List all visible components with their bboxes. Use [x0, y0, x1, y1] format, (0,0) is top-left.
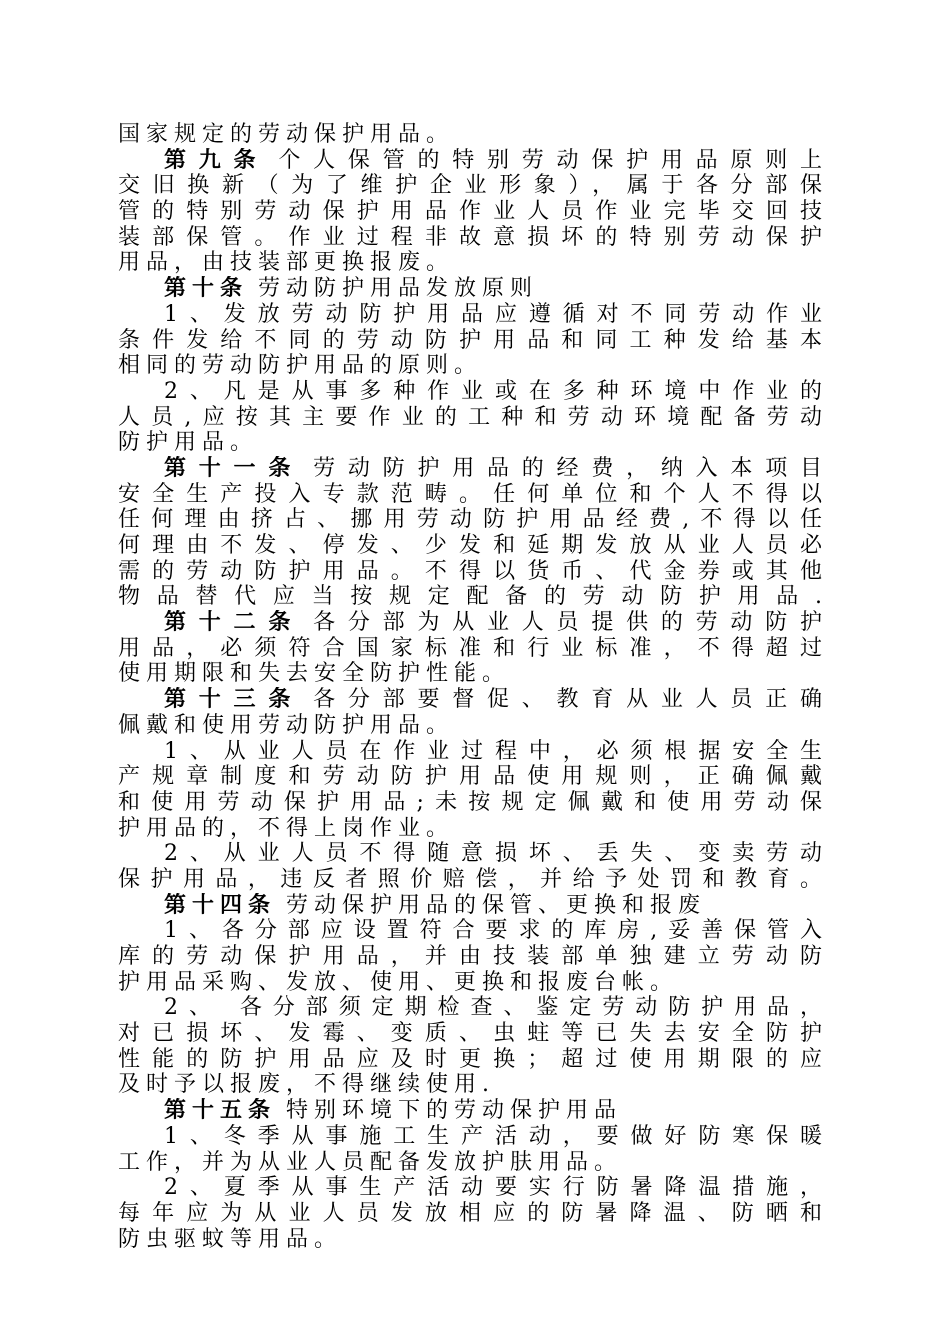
text-line — [118, 405, 828, 431]
line-content — [118, 173, 828, 199]
line-content — [164, 610, 828, 636]
text-line — [118, 636, 828, 662]
text-line — [118, 1124, 828, 1150]
text-line — [118, 456, 828, 482]
text-line — [118, 122, 828, 148]
line-content — [118, 405, 828, 431]
text-line — [118, 507, 828, 533]
text-line — [118, 353, 828, 379]
line-content — [118, 1021, 828, 1047]
text-line — [118, 1072, 828, 1098]
paragraph-text: 2、 各分部须定期检查、鉴定劳动防护用品， — [164, 995, 828, 1021]
text-line — [118, 764, 828, 790]
line-content — [118, 328, 828, 354]
paragraph-text: 各分部为从业人员提供的劳动防护 — [313, 610, 828, 636]
paragraph-text: 个人保管的特别劳动保护用品原则上 — [278, 147, 828, 173]
paragraph-text: 使用期限和失去安全防护性能。 — [118, 661, 511, 687]
line-content — [164, 276, 538, 301]
line-content — [164, 687, 828, 713]
paragraph-text: 条件发给不同的劳动防护用品和同工种发给基本 — [118, 327, 828, 353]
text-line — [118, 1175, 828, 1201]
paragraph-text: 和使用劳动保护用品;未按规定佩戴和使用劳动保 — [118, 789, 828, 815]
line-content — [164, 1098, 622, 1123]
text-line — [118, 995, 828, 1021]
text-line — [118, 739, 828, 765]
line-content — [164, 893, 706, 918]
paragraph-text: 每年应为从业人员发放相应的防暑降温、防晒和 — [118, 1200, 828, 1226]
paragraph-text: 佩戴和使用劳动防护用品。 — [118, 712, 455, 738]
line-content — [118, 430, 258, 455]
text-line — [118, 276, 828, 302]
text-line — [118, 893, 828, 919]
paragraph-text: 交旧换新（为了维护企业形象），属于各分部保 — [118, 173, 828, 199]
paragraph-text: 1、各分部应设置符合要求的库房,妥善保管入 — [164, 918, 828, 944]
text-line — [118, 250, 828, 276]
article-heading: 第九条 — [164, 147, 269, 173]
text-line — [118, 328, 828, 354]
text-line — [118, 199, 828, 225]
paragraph-text: 1、从业人员在作业过程中，必须根据安全生 — [164, 738, 828, 764]
text-line — [118, 430, 828, 456]
line-content — [118, 944, 828, 970]
line-content — [118, 1072, 495, 1097]
paragraph-text: 国家规定的劳动保护用品。 — [118, 122, 455, 147]
paragraph-text: 2、夏季从事生产活动要实行防暑降温措施， — [164, 1175, 828, 1201]
text-line — [118, 970, 828, 996]
text-line — [118, 1098, 828, 1124]
paragraph-text: 特别环境下的劳动保护用品 — [286, 1098, 623, 1124]
paragraph-text: 防虫驱蚊等用品。 — [118, 1226, 343, 1252]
line-content — [118, 661, 510, 686]
line-content — [164, 456, 828, 482]
line-content — [118, 970, 678, 995]
paragraph-text: 用品，由技装部更换报废。 — [118, 250, 455, 276]
text-line — [118, 1021, 828, 1047]
text-line — [118, 713, 828, 739]
line-content — [164, 841, 828, 867]
paragraph-text: 物品替代应当按规定配备的劳动防护用品. — [118, 584, 828, 610]
line-content — [118, 507, 828, 533]
article-heading: 第十二条 — [164, 610, 304, 636]
paragraph-text: 对已损坏、发霉、变质、虫蛀等已失去安全防护 — [118, 1021, 828, 1047]
paragraph-text: 1、冬季从事施工生产活动，要做好防寒保暖 — [164, 1123, 828, 1149]
paragraph-text: 护用品采购、发放、使用、更换和报废台帐。 — [118, 969, 679, 995]
line-content — [118, 764, 828, 790]
paragraph-text: 护用品的，不得上岗作业。 — [118, 815, 455, 841]
line-content — [118, 584, 828, 610]
paragraph-text: 各分部要督促、教育从业人员正确 — [313, 687, 828, 713]
text-line — [118, 302, 828, 328]
text-line — [118, 610, 828, 636]
text-line — [118, 1201, 828, 1227]
paragraph-text: 2、凡是从事多种作业或在多种环境中作业的 — [164, 378, 828, 404]
line-content — [118, 816, 454, 841]
paragraph-text: 产规章制度和劳动防护用品使用规则，正确佩戴 — [118, 764, 828, 790]
paragraph-text: 劳动防护用品发放原则 — [258, 276, 539, 302]
paragraph-text: 安全生产投入专款范畴。任何单位和个人不得以 — [118, 481, 828, 507]
paragraph-text: 及时予以报废，不得继续使用. — [118, 1072, 495, 1098]
paragraph-text: 管的特别劳动保护用品作业人员作业完毕交回技 — [118, 199, 828, 225]
text-line — [118, 225, 828, 251]
text-line — [118, 1150, 828, 1176]
text-line — [118, 867, 828, 893]
paragraph-text: 用品，必须符合国家标准和行业标准，不得超过 — [118, 635, 828, 661]
paragraph-text: 劳动保护用品的保管、更换和报废 — [286, 892, 707, 918]
text-line — [118, 482, 828, 508]
text-line — [118, 533, 828, 559]
line-content — [118, 559, 828, 585]
line-content — [118, 636, 828, 662]
text-line — [118, 173, 828, 199]
line-content — [164, 1124, 828, 1150]
line-content — [164, 302, 828, 328]
line-content — [118, 225, 828, 251]
article-heading: 第十三条 — [164, 687, 304, 713]
line-content — [118, 353, 482, 378]
article-heading: 第十一条 — [164, 455, 304, 481]
line-content — [118, 1201, 828, 1227]
line-content — [164, 918, 828, 944]
line-content — [118, 790, 828, 816]
line-content — [118, 533, 828, 559]
text-line — [118, 687, 828, 713]
text-line — [118, 148, 828, 174]
paragraph-text: 防护用品。 — [118, 430, 259, 456]
paragraph-text: 需的劳动防护用品。不得以货币、代金券或其他 — [118, 558, 828, 584]
paragraph-text: 库的劳动保护用品，并由技装部单独建立劳动防 — [118, 944, 828, 969]
paragraph-text: 1、发放劳动防护用品应遵循对不同劳动作业 — [164, 301, 828, 327]
line-content — [118, 1227, 342, 1252]
line-content — [164, 379, 828, 405]
paragraph-text: 装部保管。作业过程非故意损坏的特别劳动保护 — [118, 224, 828, 250]
paragraph-text: 劳动防护用品的经费，纳入本项目 — [313, 455, 828, 481]
line-content — [118, 1150, 622, 1175]
text-line — [118, 816, 828, 842]
text-line — [118, 661, 828, 687]
article-heading: 第十四条 — [164, 892, 277, 918]
paragraph-text: 任何理由挤占、挪用劳动防护用品经费,不得以任 — [118, 507, 828, 533]
text-line — [118, 584, 828, 610]
paragraph-text: 工作，并为从业人员配备发放护肤用品。 — [118, 1149, 623, 1175]
line-content — [118, 1047, 828, 1073]
paragraph-text: 性能的防护用品应及时更换；超过使用期限的应 — [118, 1046, 828, 1072]
article-heading: 第十五条 — [164, 1098, 277, 1124]
text-line — [118, 790, 828, 816]
article-heading: 第十条 — [164, 276, 249, 302]
paragraph-text: 保护用品，违反者照价赔偿，并给予处罚和教育。 — [118, 866, 828, 892]
text-line — [118, 841, 828, 867]
text-line — [118, 559, 828, 585]
line-content — [118, 482, 828, 508]
line-content — [164, 739, 828, 765]
line-content — [164, 995, 828, 1021]
line-content — [164, 148, 828, 174]
line-content — [118, 867, 828, 893]
line-content — [118, 713, 454, 738]
paragraph-text: 人员,应按其主要作业的工种和劳动环境配备劳动 — [118, 404, 828, 430]
line-content — [164, 1175, 828, 1201]
paragraph-text: 何理由不发、停发、少发和延期发放从业人员必 — [118, 533, 828, 558]
line-content — [118, 250, 454, 275]
text-line — [118, 379, 828, 405]
text-line — [118, 918, 828, 944]
paragraph-text: 相同的劳动防护用品的原则。 — [118, 353, 483, 379]
paragraph-text: 2、从业人员不得随意损坏、丢失、变卖劳动 — [164, 841, 828, 867]
text-line — [118, 944, 828, 970]
document-body — [118, 122, 828, 1252]
text-line — [118, 1047, 828, 1073]
text-line — [118, 1227, 828, 1253]
line-content — [118, 122, 454, 147]
line-content — [118, 199, 828, 225]
